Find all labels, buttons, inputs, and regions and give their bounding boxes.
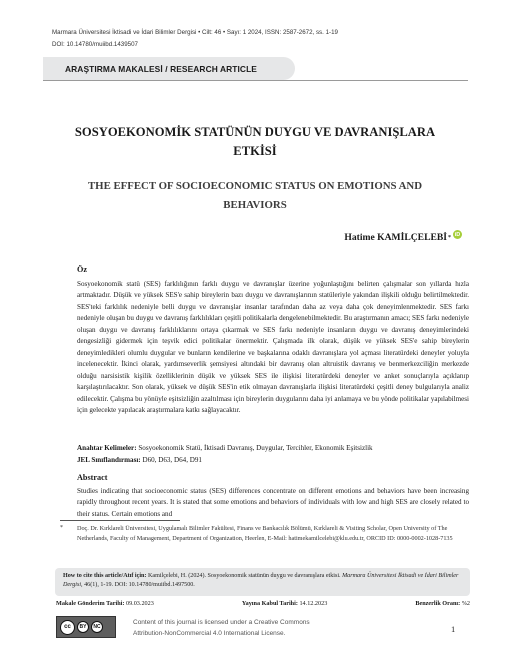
nc-icon: NC	[91, 621, 103, 633]
cc-icon: cc	[60, 620, 75, 635]
license-line-1: Content of this journal is licensed under a Creative Commons	[133, 619, 310, 626]
jel-label: JEL Sınıflandırması:	[77, 456, 141, 464]
journal-header: Marmara Üniversitesi İktisadi ve İdari Bilimler Dergisi • Cilt: 46 • Sayı: 1 2024, ISSN: 2587-2672, ss. 1-19	[52, 29, 338, 36]
author-footnote	[60, 524, 465, 545]
author-line	[344, 232, 462, 243]
page-number: 1	[451, 624, 456, 634]
citation-label: How to cite this article/Atıf için:	[63, 573, 147, 579]
submitted-date	[56, 600, 154, 607]
similarity-rate	[415, 600, 470, 607]
accepted-date	[242, 600, 327, 607]
abstract-body: Studies indicating that socioeconomic status (SES) differences concentrate on different emotions and behaviors have been increasing rapidly throughout recent years. It is stated that some emotions and behaviors of individuals with low and high SES are closely related to their status. Certain emotions and	[77, 487, 469, 518]
citation-box	[55, 568, 470, 596]
submitted-label: Makale Gönderim Tarihi:	[56, 600, 125, 607]
similarity-value: %2	[461, 600, 470, 607]
author-footnote-marker: *	[448, 234, 451, 241]
by-icon: BY	[77, 621, 89, 633]
footnote-divider	[60, 520, 180, 521]
keywords-label: Anahtar Kelimeler:	[77, 444, 137, 452]
banner-divider	[43, 80, 468, 81]
abstract-heading: Abstract	[77, 473, 108, 482]
english-title: THE EFFECT OF SOCIOECONOMIC STATUS ON EMOTIONS AND BEHAVIORS	[87, 180, 423, 211]
article-type-banner	[43, 57, 295, 80]
author-name: Hatime KAMİLÇELEBİ	[344, 232, 447, 243]
article-type-label: ARAŞTIRMA MAKALESİ / RESEARCH ARTICLE	[65, 63, 257, 74]
turkish-title: SOSYOEKONOMİK STATÜNÜN DUYGU VE DAVRANIŞLARA ETKİSİ	[74, 125, 436, 158]
footnote-marker: *	[60, 525, 63, 531]
accepted-label: Yayına Kabul Tarihi:	[241, 600, 298, 607]
citation-text: Kamilçelebi, H. (2024). Sosyoekonomik statünün duygu ve davranışlara etkisi.	[147, 573, 341, 579]
citation-details: 46(1), 1-19. DOI: 10.14780/muiibd.1497500.	[84, 582, 195, 589]
creative-commons-by-nc-icon[interactable]	[56, 616, 116, 638]
footnote-text: Doç. Dr. Kırklareli Üniversitesi, Uygulamalı Bilimler Fakültesi, Finans ve Bankacılık Bölümü, Kırklareli & Visiting Scholar, Open University of The Netherlands, Faculty of Management, Department of Organization, Heerlen, E-Mail: hatimekamilcelebi@klu.edu.tr, ORCID ID: 0000-0002-1028-7135	[77, 525, 453, 543]
keywords-line	[77, 444, 373, 452]
similarity-label: Benzerlik Oranı:	[415, 600, 461, 607]
keywords-value: Sosyoekonomik Statü, İktisadi Davranış, Duygular, Tercihler, Ekonomik Eşitsizlik	[138, 444, 373, 452]
license-line-2: Attribution-NonCommercial 4.0 International License.	[133, 629, 286, 637]
citation-journal: Marmara Üniversitesi İktisadi ve İdari Bilimler Dergisi,	[63, 573, 459, 589]
license-text	[133, 618, 310, 639]
jel-value: D60, D63, D64, D91	[142, 456, 202, 464]
dates-row	[56, 600, 470, 607]
accepted-value: 14.12.2023	[299, 600, 328, 607]
oz-body: Sosyoekonomik statü (SES) farklılığının farklı duygu ve davranışlar üzerine yoğunlaştığını belirten çalışmalar son yıllarda hızla artmaktadır. Düşük ve yüksek SES'e sahip bireylerin bazı duygu ve davranışlarının statüleriyle yakından ilişkili olduğu belirtilmektedir. SES'teki farklılık nedeniyle belli duygu ve davranışlar insanlar tarafından daha az veya daha çok deneyimlenmektedir. SES farkı nedeniyle oluşan bu duygu ve davranış farklılıkları çeşitli politikalarla dengelenebilmektedir. Bu araştırmanın amacı; SES farkı nedeniyle oluşan duygu ve davranış farklılıklarını ortaya çıkarmak ve SES farkı nedeniyle insanların duygu ve davranış deneyimlerindeki dengesizliği gidermek için teşvik edici politikalar önermektir. Çalışmada ilk olarak, düşük ve yüksek SES'e sahip bireylerin deneyimledikleri olumlu duygular ve bunların kendilerine ve başkalarına odaklı davranışlara yol açması literatürdeki deneyler yoluyla incelenecektir. İkinci olarak, yardımseverlik şemsiyesi altındaki bir davranış olan altruistik davranış ve benmerkezciliğin merkezde olduğu narsisistik kişilik özelliklerinin düşük ve yüksek SES ile ilişkisi literatürdeki deneyler ve anket sonuçlarıyla açıklanıp karşılaştırılacaktır. Son olarak, yüksek ve düşük SES'in etik olmayan davranışlarla ilişkisi literatürdeki çeşitli deney bulgularıyla analiz edilecektir. Çalışma bu yönüyle eşitsizliğin azaltılması için bireylerin duygularını daha iyi anlamaya ve bu yönde politikalar yapılabilmesi için gelecekte yapılacak araştırmalara katkı sağlayacaktır.	[77, 280, 469, 414]
orcid-icon[interactable]: iD	[454, 231, 461, 238]
doi-line: DOI: 10.14780/muiibd.1439507	[52, 41, 138, 48]
oz-heading: Öz	[77, 265, 88, 274]
jel-line	[77, 456, 202, 464]
submitted-value: 09.03.2023	[125, 600, 154, 607]
